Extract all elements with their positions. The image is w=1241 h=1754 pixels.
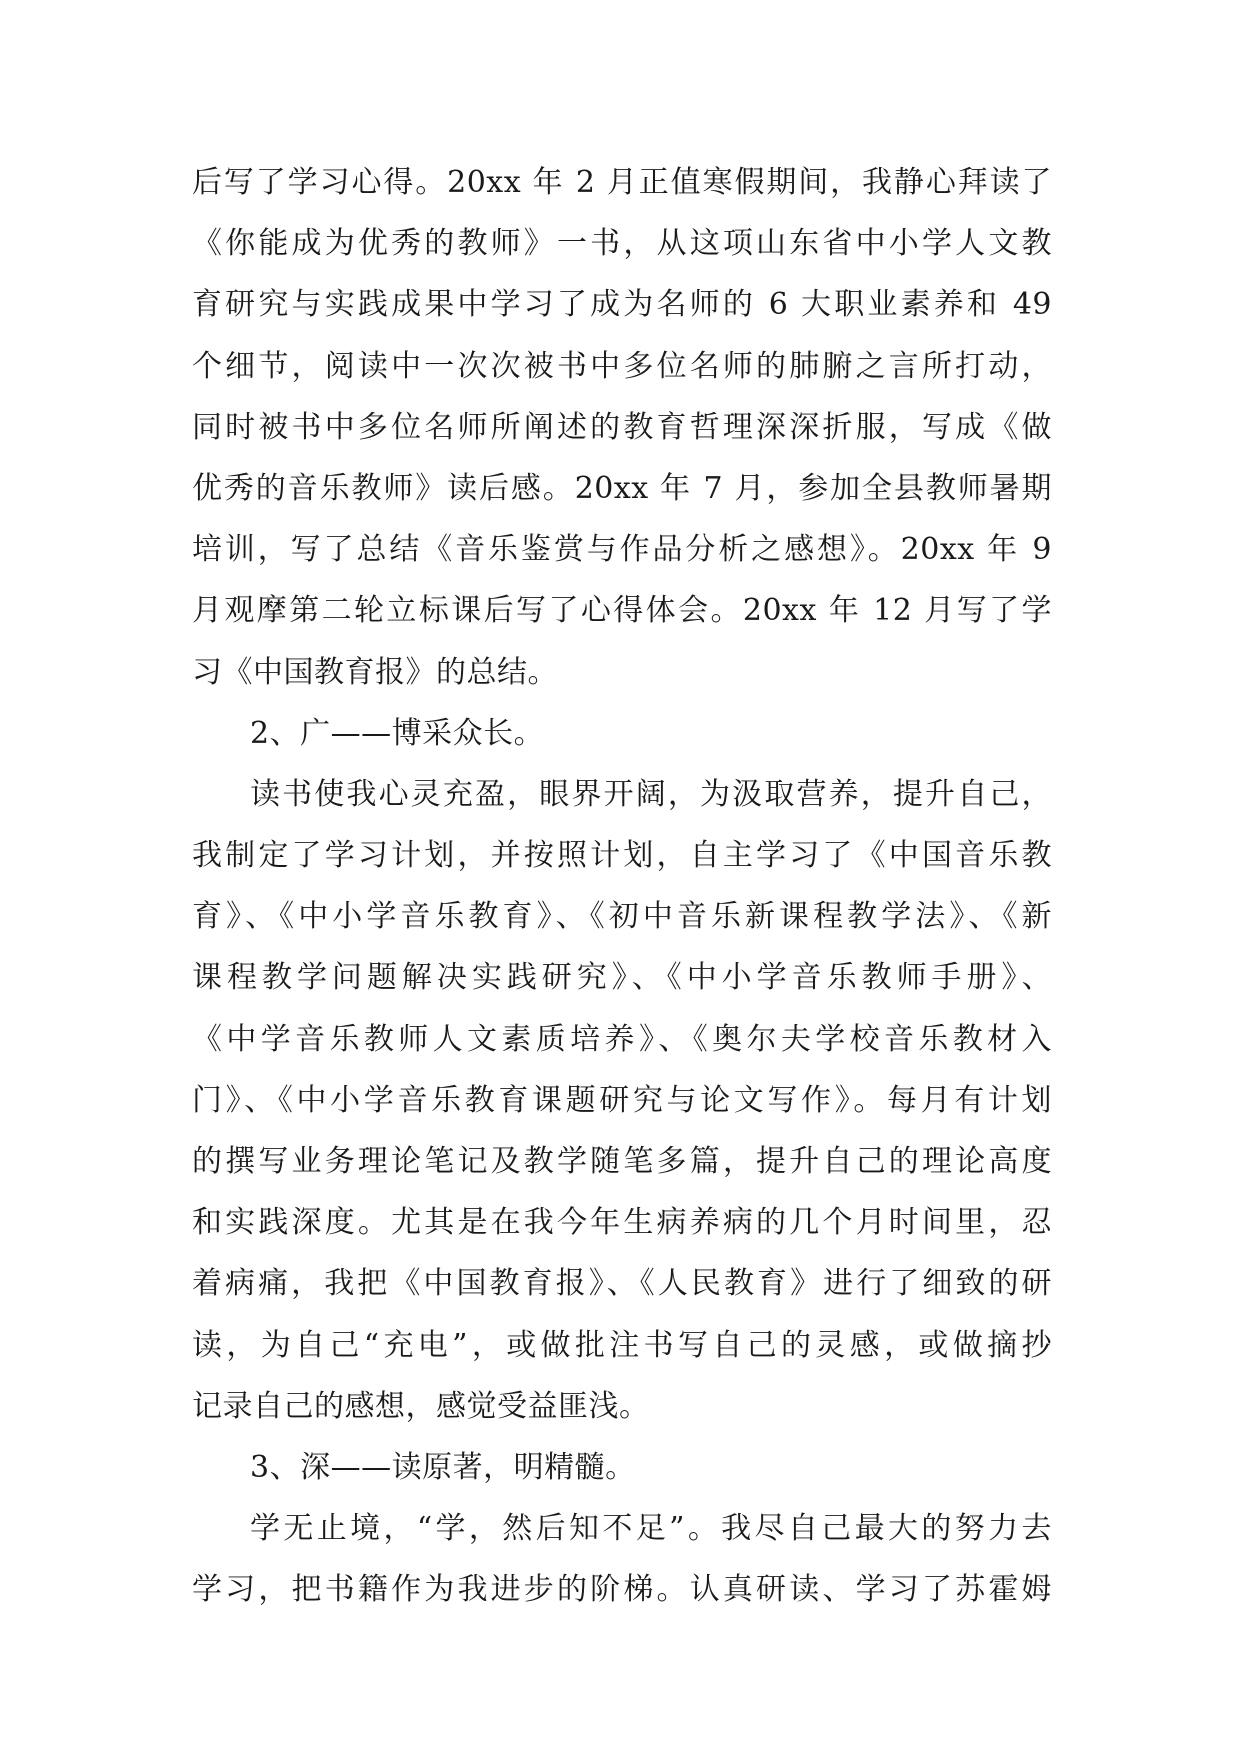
text-line: 《中学音乐教师人文素质培养》、《奥尔夫学校音乐教材入 [192, 1021, 1052, 1057]
text-line: 培训，写了总结《音乐鉴赏与作品分析之感想》。20xx 年 9 [192, 532, 1052, 568]
text-line: 优秀的音乐教师》读后感。20xx 年 7 月，参加全县教师暑期 [192, 470, 1052, 506]
text-line: 个细节，阅读中一次次被书中多位名师的肺腑之言所打动， [192, 348, 1052, 384]
text-line: 同时被书中多位名师所阐述的教育哲理深深折服，写成《做 [192, 409, 1052, 445]
text-line: 习《中国教育报》的总结。 [192, 654, 558, 690]
text-line: 3、深——读原著，明精髓。 [250, 1449, 636, 1485]
text-line: 记录自己的感想，感觉受益匪浅。 [192, 1388, 650, 1424]
text-line: 我制定了学习计划，并按照计划，自主学习了《中国音乐教 [192, 838, 1052, 874]
text-line: 《你能成为优秀的教师》一书，从这项山东省中小学人文教 [192, 226, 1052, 262]
text-line: 学无止境，“学，然后知不足”。我尽自己最大的努力去 [250, 1511, 1052, 1547]
text-line: 的撰写业务理论笔记及教学随笔多篇，提升自己的理论高度 [192, 1144, 1052, 1179]
text-line: 读，为自己“充电”，或做批注书写自己的灵感，或做摘抄 [192, 1327, 1052, 1363]
text-line: 后写了学习心得。20xx 年 2 月正值寒假期间，我静心拜读了 [192, 165, 1052, 200]
text-line: 读书使我心灵充盈，眼界开阔，为汲取营养，提升自己， [250, 776, 1052, 812]
text-line: 着病痛，我把《中国教育报》、《人民教育》进行了细致的研 [192, 1266, 1052, 1302]
text-line: 2、广——博采众长。 [250, 715, 545, 751]
text-line: 学习，把书籍作为我进步的阶梯。认真研读、学习了苏霍姆 [192, 1572, 1052, 1608]
document-body [192, 152, 1052, 1621]
text-line: 育研究与实践成果中学习了成为名师的 6 大职业素养和 49 [192, 287, 1052, 323]
text-line: 育》、《中小学音乐教育》、《初中音乐新课程教学法》、《新 [192, 899, 1052, 935]
text-line: 和实践深度。尤其是在我今年生病养病的几个月时间里，忍 [192, 1205, 1052, 1241]
text-line: 门》、《中小学音乐教育课题研究与论文写作》。每月有计划 [192, 1082, 1052, 1118]
text-line: 月观摩第二轮立标课后写了心得体会。20xx 年 12 月写了学 [192, 593, 1052, 629]
text-line: 课程教学问题解决实践研究》、《中小学音乐教师手册》、 [192, 960, 1052, 996]
